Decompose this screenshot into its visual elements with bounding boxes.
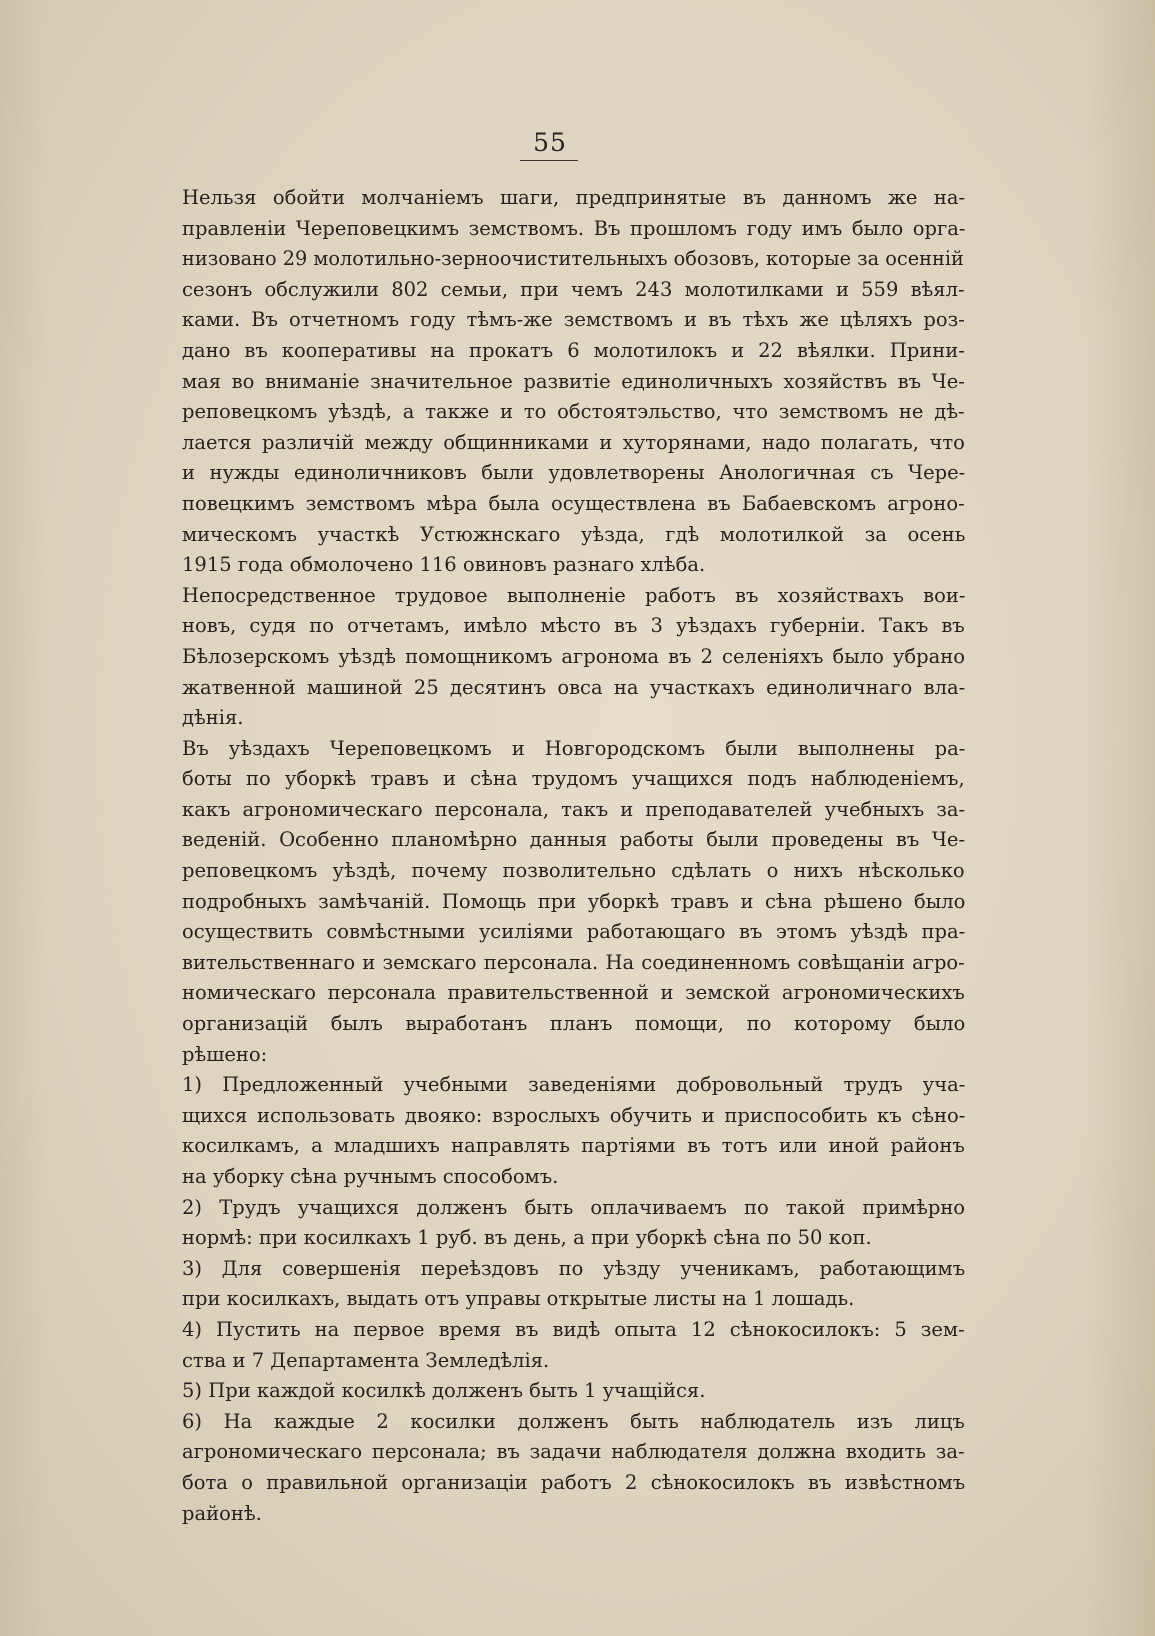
text-line: косилкамъ, а младшихъ направлять партiями въ тотъ или иной районъ xyxy=(182,1134,965,1158)
text-body xyxy=(182,183,965,1529)
text-line: лается различiй между общинниками и хуторянами, надо полагать, что xyxy=(182,430,965,454)
text-line: низовано 29 молотильно-зерноочистительныхъ обозовъ, которые за осеннiй xyxy=(182,247,964,271)
text-line: новъ, судя по отчетамъ, имѣло мѣсто въ 3 уѣздахъ губернiи. Такъ въ xyxy=(182,614,965,638)
text-line: какъ агрономическаго персонала, такъ и преподавателей учебныхъ за- xyxy=(182,797,965,821)
paragraph xyxy=(182,1407,965,1529)
text-line: правленiи Череповецкимъ земствомъ. Въ прошломъ году имъ было орга- xyxy=(182,216,965,240)
paragraph xyxy=(182,1070,965,1192)
text-line: агрономическаго персонала; въ задачи наблюдателя должна входить за- xyxy=(182,1440,965,1464)
text-line: ства и 7 Департамента Земледѣлiя. xyxy=(182,1348,550,1372)
text-line: веденiй. Особенно планомѣрно данныя работы были проведены въ Че- xyxy=(182,828,965,852)
text-line: нормѣ: при косилкахъ 1 руб. въ день, а при уборкѣ сѣна по 50 коп. xyxy=(182,1226,872,1250)
text-line: мическомъ участкѣ Устюжнскаго уѣзда, гдѣ молотилкой за осень xyxy=(182,522,965,546)
text-line: Нельзя обойти молчанiемъ шаги, предпринятые въ данномъ же на- xyxy=(182,186,965,209)
text-line: районѣ. xyxy=(182,1501,262,1525)
text-line: на уборку сѣна ручнымъ способомъ. xyxy=(182,1165,559,1188)
text-line: подробныхъ замѣчанiй. Помощь при уборкѣ травъ и сѣна рѣшено было xyxy=(182,889,965,913)
text-line: рѣшено: xyxy=(182,1042,268,1066)
text-line: повецкимъ земствомъ мѣра была осуществлена въ Бабаевскомъ агроно- xyxy=(182,491,965,515)
paragraph xyxy=(182,581,965,734)
text-line: 6) На каждые 2 косилки долженъ быть наблюдатель изъ лицъ xyxy=(182,1409,965,1433)
text-line: реповецкомъ уѣздѣ, почему позволительно сдѣлать о нихъ нѣсколько xyxy=(182,859,965,883)
text-line: осуществить совмѣстными усилiями работающаго въ этомъ уѣздѣ пра- xyxy=(182,920,965,944)
text-line: Непосредственное трудовое выполненiе работъ въ хозяйствахъ вои- xyxy=(182,583,965,607)
text-line: мая во вниманiе значительное развитiе единоличныхъ хозяйствъ въ Че- xyxy=(182,369,965,393)
text-line: 5) При каждой косилкѣ долженъ быть 1 учащiйся. xyxy=(182,1379,706,1403)
paragraph xyxy=(182,1193,965,1254)
text-line: щихся использовать двояко: взрослыхъ обучить и приспособить къ сѣно- xyxy=(182,1103,965,1127)
page-number-underline xyxy=(520,160,578,161)
text-line: 3) Для совершенiя переѣздовъ по уѣзду ученикамъ, работающимъ xyxy=(182,1256,965,1280)
text-line: ками. Въ отчетномъ году тѣмъ-же земствомъ и въ тѣхъ же цѣляхъ роз- xyxy=(182,308,965,332)
text-line: боты по уборкѣ травъ и сѣна трудомъ учащихся подъ наблюденiемъ, xyxy=(182,767,965,791)
text-line: 1915 года обмолочено 116 овиновъ разнаго хлѣба. xyxy=(182,553,706,577)
text-line: дано въ кооперативы на прокатъ 6 молотилокъ и 22 вѣялки. Прини- xyxy=(182,338,965,362)
text-line: вительственнаго и земскаго персонала. На соединенномъ совѣщанiи агро- xyxy=(182,950,965,974)
paragraph xyxy=(182,1376,965,1407)
text-line: сезонъ обслужили 802 семьи, при чемъ 243 молотилками и 559 вѣял- xyxy=(182,277,965,301)
text-line: 1) Предложенный учебными заведенiями добровольный трудъ уча- xyxy=(182,1073,965,1097)
paragraph xyxy=(182,1315,965,1376)
text-line: Въ уѣздахъ Череповецкомъ и Новгородскомъ были выполнены ра- xyxy=(182,736,965,760)
text-line: реповецкомъ уѣздѣ, а также и то обстоятэльство, что земствомъ не дѣ- xyxy=(182,400,965,424)
paragraph xyxy=(182,734,965,1071)
text-line: жатвенной машиной 25 десятинъ овса на участкахъ единоличнаго вла- xyxy=(182,675,965,699)
text-line: 2) Трудъ учащихся долженъ быть оплачиваемъ по такой примѣрно xyxy=(182,1195,965,1219)
page-number: 55 xyxy=(533,128,567,157)
paragraph xyxy=(182,183,965,581)
text-line: бота о правильной организацiи работъ 2 сѣнокосилокъ въ извѣстномъ xyxy=(182,1470,965,1494)
paragraph xyxy=(182,1254,965,1315)
text-line: при косилкахъ, выдать отъ управы открытые листы на 1 лошадь. xyxy=(182,1287,855,1311)
text-line: номическаго персонала правительственной и земской агрономическихъ xyxy=(182,981,965,1005)
text-line: организацiй былъ выработанъ планъ помощи, по которому было xyxy=(182,1012,965,1036)
text-line: дѣнiя. xyxy=(182,706,244,730)
text-line: и нужды единоличниковъ были удовлетворены Анологичная съ Чере- xyxy=(182,461,965,485)
text-line: 4) Пустить на первое время въ видѣ опыта 12 сѣнокосилокъ: 5 зем- xyxy=(182,1317,965,1341)
text-line: Бѣлозерскомъ уѣздѣ помощникомъ агронома въ 2 селенiяхъ было убрано xyxy=(182,644,965,668)
